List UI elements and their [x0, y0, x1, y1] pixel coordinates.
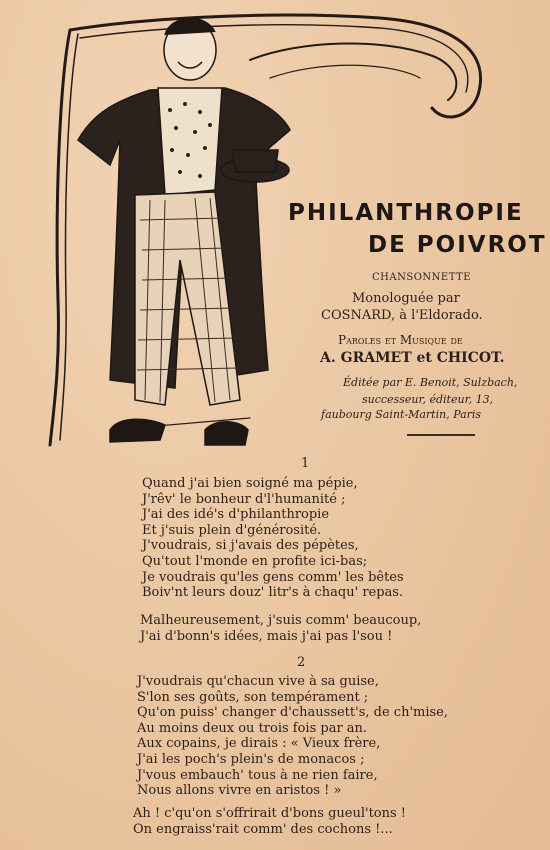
man-figure	[78, 18, 290, 445]
genre-label: CHANSONNETTE	[372, 272, 472, 283]
refrain-line: Ah ! c'qu'on s'offrirait d'bons gueul'tons !	[133, 806, 407, 821]
verse-line: J'vous embauch' tous à ne rien faire,	[137, 767, 378, 783]
verse-line: Je voudrais qu'les gens comm' les bêtes	[142, 569, 404, 585]
verse-line: S'lon ses goûts, son tempérament ;	[137, 689, 369, 705]
verse-line: Boiv'nt leurs douz' litr's à chaqu' repas.	[142, 585, 404, 601]
verse-line: Nous allons vivre en aristos ! »	[137, 783, 342, 799]
refrain-2	[133, 806, 406, 837]
refrain-line: On engraiss'rait comm' des cochons !...	[133, 821, 393, 837]
authors-label: Paroles et Musique de	[338, 333, 463, 347]
verse-line: J'voudrais qu'chacun vive à sa guise,	[137, 674, 379, 689]
verse-line: Quand j'ai bien soigné ma pépie,	[142, 476, 358, 491]
verse-line: J'ai des idé's d'philanthropie	[142, 507, 330, 523]
verse-line: Et j'suis plein d'générosité.	[142, 522, 322, 538]
refrain-1	[140, 613, 421, 644]
title-line-2: DE POIVROT	[368, 232, 547, 258]
verse-2-number: 2	[297, 655, 306, 670]
performer-line-1: Monologuée par	[352, 291, 460, 306]
title-line-1: PHILANTHROPIE	[288, 200, 524, 226]
verse-line: J'voudrais, si j'avais des pépètes,	[142, 538, 359, 554]
verse-line: Qu'tout l'monde en profite ici-bas;	[142, 553, 368, 569]
verse-2	[137, 674, 448, 799]
performer-line-2: COSNARD, à l'Eldorado.	[321, 308, 483, 323]
verse-line: Qu'on puiss' changer d'chaussett's, de ch'mise,	[137, 705, 448, 721]
divider-rule	[407, 434, 475, 436]
verse-line: J'rêv' le bonheur d'l'humanité ;	[142, 491, 346, 507]
verse-line: Aux copains, je dirais : « Vieux frère,	[137, 736, 381, 752]
publisher-line-1: Éditée par E. Benoit, Sulzbach,	[343, 376, 518, 389]
verse-line: J'ai les poch's plein's de monacos ;	[137, 751, 365, 767]
publisher-line-2: successeur, éditeur, 13,	[362, 393, 494, 406]
verse-1	[142, 476, 404, 601]
verse-1-number: 1	[301, 456, 310, 471]
refrain-line: Malheureusement, j'suis comm' beaucoup,	[140, 613, 422, 628]
verse-line: Au moins deux ou trois fois par an.	[137, 720, 368, 736]
publisher-line-3: faubourg Saint-Martin, Paris	[321, 408, 482, 421]
authors-names: A. GRAMET et CHICOT.	[320, 350, 505, 366]
refrain-line: J'ai d'bonn's idées, mais j'ai pas l'sou !	[140, 628, 393, 644]
